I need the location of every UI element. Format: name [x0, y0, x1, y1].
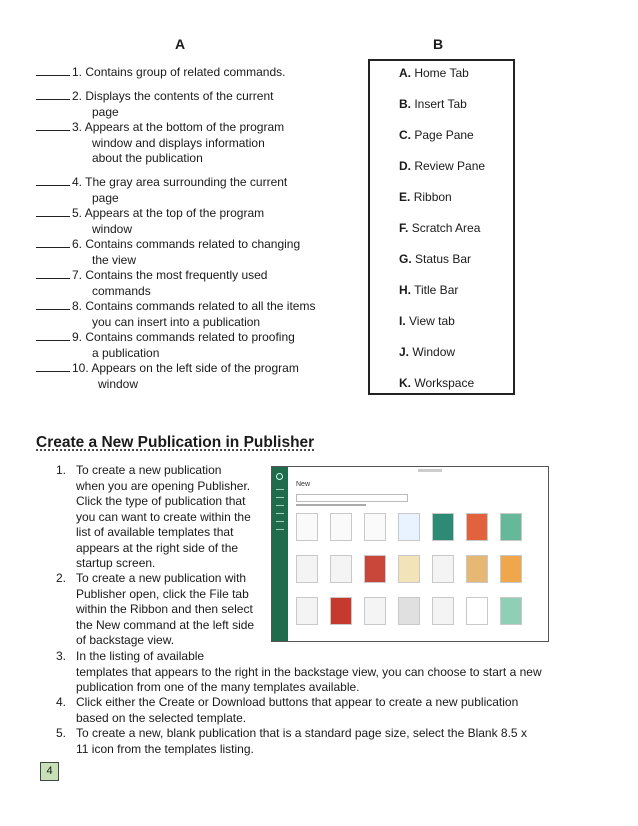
- answer-item: [399, 283, 458, 297]
- question-text: Appears at the top of the program: [84, 206, 265, 220]
- answer-text: Status Bar: [415, 252, 472, 266]
- template-thumbnail[interactable]: [500, 597, 522, 625]
- template-thumbnail[interactable]: [466, 597, 488, 625]
- answer-item: [399, 66, 469, 80]
- template-search-input: [296, 494, 408, 502]
- question-number: 1.: [72, 65, 83, 79]
- step-text: when you are opening Publisher.: [76, 478, 251, 493]
- answer-blank[interactable]: [36, 298, 70, 310]
- step-text: 11 icon from the templates listing.: [76, 741, 254, 756]
- answer-item: [399, 376, 474, 390]
- question-text: Appears on the left side of the program: [91, 361, 299, 375]
- answer-text: Review Pane: [414, 159, 486, 173]
- answer-item: [399, 221, 480, 235]
- question-number: 4.: [72, 175, 83, 189]
- column-a-heading: A: [175, 36, 186, 52]
- question-number: 9.: [72, 330, 83, 344]
- template-thumbnail[interactable]: [500, 513, 522, 541]
- screenshot-heading: New: [296, 481, 311, 488]
- question-item: [36, 329, 356, 361]
- question-item: [36, 298, 356, 330]
- answer-letter: D.: [399, 159, 411, 173]
- step-text: appears at the right side of the: [76, 540, 239, 555]
- answer-blank[interactable]: [36, 329, 70, 341]
- question-text: page: [92, 104, 119, 119]
- template-thumbnail[interactable]: [364, 513, 386, 541]
- step-text: Publisher open, click the File tab: [76, 586, 249, 601]
- template-thumbnail[interactable]: [398, 555, 420, 583]
- answer-item: [399, 97, 467, 111]
- question-text: you can insert into a publication: [92, 314, 261, 329]
- answer-letter: E.: [399, 190, 411, 204]
- template-thumbnail[interactable]: [500, 555, 522, 583]
- question-number: 10.: [72, 361, 89, 375]
- step-text: To create a new publication with: [76, 571, 247, 585]
- step-text: of backstage view.: [76, 633, 175, 647]
- step-text: templates that appears to the right in the backstage view, you can choose to start a new: [76, 664, 542, 679]
- step-text: you can want to create within the: [76, 509, 251, 524]
- step-number: 3.: [56, 649, 67, 663]
- answer-blank[interactable]: [36, 267, 70, 279]
- question-text: the view: [92, 252, 137, 267]
- question-text: commands: [92, 283, 151, 298]
- answer-item: [399, 190, 452, 204]
- question-text: Displays the contents of the current: [85, 89, 274, 103]
- step-text: In the listing of available: [76, 649, 205, 663]
- answer-text: Page Pane: [414, 128, 474, 142]
- answer-item: [399, 128, 474, 142]
- answer-text: Insert Tab: [414, 97, 467, 111]
- question-number: 6.: [72, 237, 83, 251]
- screenshot-titlebar: [288, 467, 548, 477]
- answer-letter: G.: [399, 252, 412, 266]
- answer-blank[interactable]: [36, 205, 70, 217]
- template-thumbnail[interactable]: [466, 513, 488, 541]
- template-thumbnail[interactable]: [330, 597, 352, 625]
- question-text: Contains commands related to changing: [85, 237, 301, 251]
- question-item: [36, 174, 356, 206]
- answer-letter: J.: [399, 345, 410, 359]
- answer-item: [399, 345, 455, 359]
- question-number: 5.: [72, 206, 83, 220]
- answer-item: [399, 159, 485, 173]
- answer-item: [399, 314, 455, 328]
- template-thumbnail[interactable]: [466, 555, 488, 583]
- template-thumbnail[interactable]: [432, 597, 454, 625]
- template-thumbnail[interactable]: [296, 555, 318, 583]
- question-text: Contains commands related to all the items: [85, 299, 316, 313]
- answer-blank[interactable]: [36, 360, 70, 372]
- answer-text: Ribbon: [413, 190, 452, 204]
- answer-item: [399, 252, 471, 266]
- publisher-screenshot: [271, 466, 549, 642]
- template-thumbnail[interactable]: [398, 597, 420, 625]
- template-thumbnail[interactable]: [364, 555, 386, 583]
- template-thumbnail[interactable]: [296, 513, 318, 541]
- step-text: Click the type of publication that: [76, 494, 246, 508]
- step-text: within the Ribbon and then select: [76, 602, 253, 616]
- question-number: 3.: [72, 120, 83, 134]
- answer-text: View tab: [409, 314, 455, 328]
- answer-letter: C.: [399, 128, 411, 142]
- question-text: page: [92, 190, 119, 205]
- question-item: [36, 88, 356, 120]
- question-item: [36, 236, 356, 268]
- step-text: startup screen.: [76, 556, 156, 570]
- backstage-sidebar: [272, 467, 288, 641]
- answer-blank[interactable]: [36, 174, 70, 186]
- page-number: 4: [40, 762, 59, 781]
- answer-text: Workspace: [414, 376, 475, 390]
- question-text: The gray area surrounding the current: [85, 175, 288, 189]
- step-number: 2.: [56, 571, 67, 585]
- answer-letter: F.: [399, 221, 409, 235]
- template-thumbnail[interactable]: [398, 513, 420, 541]
- template-thumbnail[interactable]: [364, 597, 386, 625]
- question-item: [36, 360, 356, 392]
- step-text: based on the selected template.: [76, 710, 247, 725]
- question-text: a publication: [92, 345, 160, 360]
- step-number: 5.: [56, 726, 67, 740]
- template-categories: [296, 504, 366, 506]
- question-item: [36, 119, 356, 167]
- answer-letter: K.: [399, 376, 411, 390]
- answer-blank[interactable]: [36, 236, 70, 248]
- question-text: window and displays information: [92, 135, 265, 150]
- step-text: publication from one of the many templates available.: [76, 680, 360, 694]
- template-thumbnail[interactable]: [330, 555, 352, 583]
- answer-text: Window: [412, 345, 456, 359]
- question-text: about the publication: [92, 151, 203, 165]
- answer-text: Home Tab: [414, 66, 469, 80]
- answer-blank[interactable]: [36, 64, 70, 76]
- step-text: To create a new publication: [76, 463, 222, 477]
- back-arrow-icon: [276, 473, 283, 480]
- question-text: Contains group of related commands.: [85, 65, 286, 79]
- answer-letter: A.: [399, 66, 411, 80]
- step-text: Click either the Create or Download buttons that appear to create a new publication: [76, 695, 519, 709]
- template-thumbnail[interactable]: [330, 513, 352, 541]
- step-text: list of available templates that: [76, 525, 234, 539]
- answer-letter: B.: [399, 97, 411, 111]
- step-text: the New command at the left side: [76, 617, 255, 632]
- answer-text: Title Bar: [414, 283, 459, 297]
- template-thumbnail[interactable]: [296, 597, 318, 625]
- question-number: 8.: [72, 299, 83, 313]
- step-text: To create a new, blank publication that is a standard page size, select the Blank 8.5 x: [76, 726, 527, 740]
- question-text: window: [92, 221, 133, 236]
- answer-blank[interactable]: [36, 88, 70, 100]
- question-text: Contains the most frequently used: [85, 268, 268, 282]
- question-item: [36, 267, 356, 299]
- step-number: 1.: [56, 463, 67, 477]
- question-item: [36, 64, 356, 81]
- step-number: 4.: [56, 695, 67, 709]
- question-text: Appears at the bottom of the program: [84, 120, 285, 134]
- question-number: 2.: [72, 89, 83, 103]
- question-text: Contains commands related to proofing: [85, 330, 295, 344]
- question-text: window: [98, 376, 139, 391]
- template-thumbnail[interactable]: [432, 555, 454, 583]
- question-item: [36, 205, 356, 237]
- section-title: Create a New Publication in Publisher: [36, 434, 315, 451]
- answer-letter: I.: [399, 314, 406, 328]
- template-thumbnail[interactable]: [432, 513, 454, 541]
- answer-letter: H.: [399, 283, 411, 297]
- question-number: 7.: [72, 268, 83, 282]
- answer-blank[interactable]: [36, 119, 70, 131]
- answer-text: Scratch Area: [411, 221, 481, 235]
- answer-box: [368, 59, 515, 395]
- column-b-heading: B: [433, 36, 444, 52]
